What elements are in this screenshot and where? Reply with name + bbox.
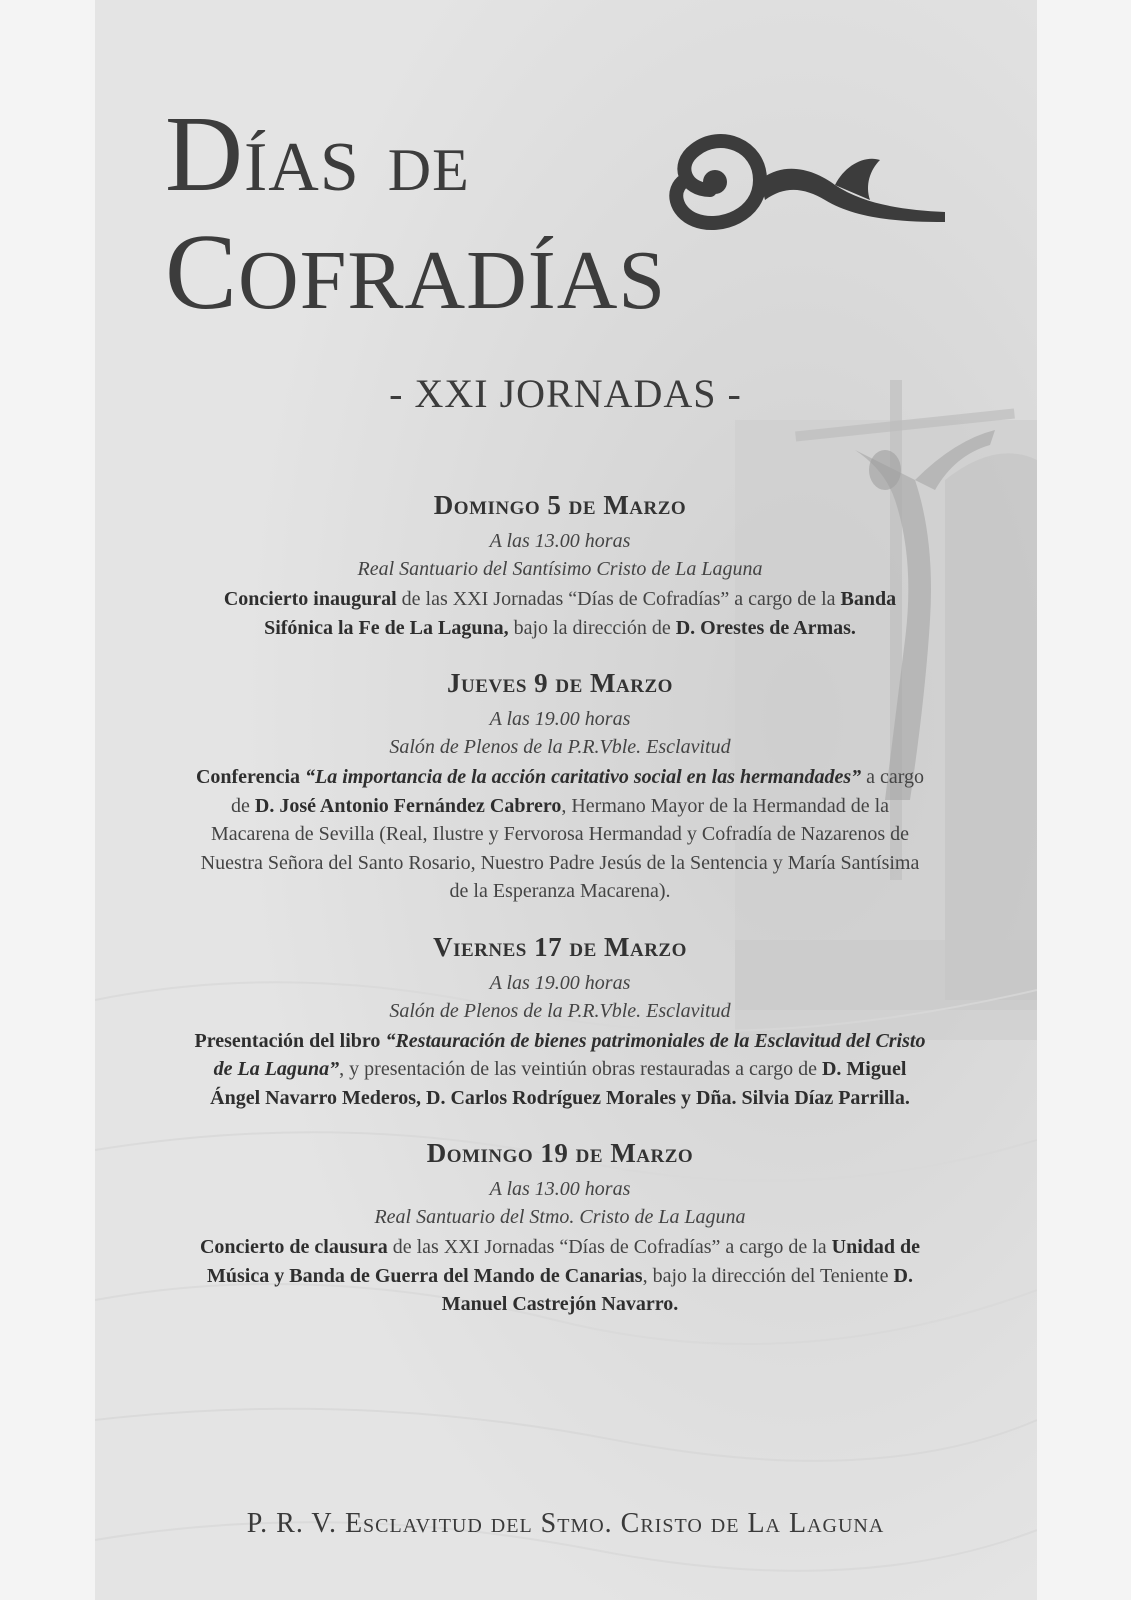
event-date: Domingo 5 de Marzo [433,490,687,520]
scroll-ornament-icon [665,130,965,240]
event-place: Real Santuario del Santísimo Cristo de La Laguna [357,558,763,580]
description-run: Unidad de Música y Banda de Guerra del Mando de Canarias [207,1236,921,1287]
event-date: Jueves 9 de Marzo [447,668,673,698]
description-run: D. Orestes de Armas. [675,616,856,639]
event-description [190,1233,930,1319]
description-run: bajo la dirección de [508,616,676,639]
event-2 [190,668,930,906]
event-description [190,585,930,642]
description-run: Concierto de clausura [199,1236,388,1258]
event-4 [190,1138,930,1319]
description-run: D. Miguel Ángel Navarro Mederos, D. Carlos Rodríguez Morales y Dña. Silvia Díaz Parrilla. [210,1058,910,1109]
footer-organization: P. R. V. Esclavitud del Stmo. Cristo de La Laguna [246,1508,885,1539]
description-run: Concierto inaugural [223,588,397,610]
event-place: Salón de Plenos de la P.R.Vble. Esclavitud [389,999,731,1022]
event-description [190,1027,930,1113]
description-run: a cargo de [230,766,925,817]
description-run: , bajo la dirección del Teniente [642,1264,894,1287]
title-line-2: COFRADÍAS [165,213,667,332]
event-time: A las 13.00 horas [489,530,631,552]
description-run: Presentación del libro [194,1029,386,1052]
subtitle: - XXI JORNADAS - [389,371,742,416]
description-run: , y presentación de las veintiún obras restauradas a cargo de [339,1058,822,1080]
poster-title [165,95,965,360]
title-line-1: DÍAS DE [165,95,470,214]
event-3 [190,932,930,1113]
description-run: Banda Sifónica la Fe de La Laguna, [264,588,897,639]
event-time: A las 19.00 horas [489,971,631,994]
event-time: A las 19.00 horas [489,708,631,730]
description-run: “Restauración de bienes patrimoniales de la Esclavitud del Cristo de La Laguna” [213,1029,926,1080]
event-date: Domingo 19 de Marzo [426,1138,694,1168]
event-date: Viernes 17 de Marzo [433,931,687,962]
description-run: , Hermano Mayor de la Hermandad de la Macarena de Sevilla (Real, Ilustre y Fervorosa Hermandad y Cofradía de Nazarenos de Nuestra Señora del Santo Rosario, Nuestro Padre Jesús de la Sentencia y María Santísima de la Esperanza Macarena). [200,794,920,902]
description-run: “La importancia de la acción caritativo social en las hermandades” [305,766,862,788]
description-run: Conferencia [195,766,306,788]
description-run: D. José Antonio Fernández Cabrero [254,794,562,817]
event-description [190,763,930,906]
description-run: D. Manuel Castrejón Navarro. [441,1264,913,1315]
event-place: Salón de Plenos de la P.R.Vble. Esclavitud [389,736,731,758]
description-run: de las XXI Jornadas “Días de Cofradías” a cargo de la [387,1236,832,1258]
description-run: de las XXI Jornadas “Días de Cofradías” a cargo de la [396,588,841,610]
events-list [190,490,930,1345]
event-time: A las 13.00 horas [489,1178,631,1200]
event-place: Real Santuario del Stmo. Cristo de La Laguna [374,1206,746,1228]
event-1 [190,490,930,642]
